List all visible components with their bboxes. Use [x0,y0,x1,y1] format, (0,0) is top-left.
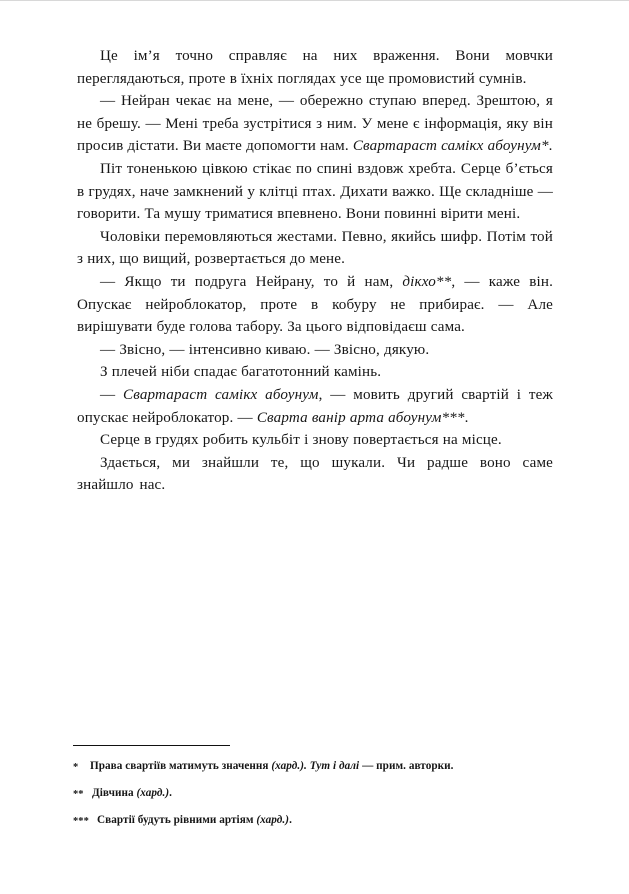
footnote-marker-1: * [73,762,79,773]
footnote-text-3-after: . [289,814,292,826]
footnote-text-3-italic: (хард.) [256,814,290,826]
paragraph-4-text: Чоловіки перемовляються жестами. Певно, якийсь шифр. Потім той з них, що вищий, розвертається до мене. [77,228,553,268]
paragraph-7-text: З плечей ніби спадає багатотонний камінь. [100,364,382,381]
footnote-text-1-after: — прим. авторки. [359,760,454,772]
paragraph-2 [77,90,553,158]
paragraph-8-italic-phrase-1: Свартараст самікх абоунум [123,386,319,403]
paragraph-6 [77,339,553,362]
footnote-text-1 [90,759,493,774]
body-text-block [77,45,553,497]
paragraph-3-text: Піт тоненькою цівкою стікає по спині вздовж хребта. Серце б’ється в грудях, наче замкнений у клітці птах. Дихати важко. Ще складніше — говорити. Та мушу триматися впевнено. Вони повинні вірити мені. [77,160,553,223]
footnote-marker-2: ** [73,789,84,800]
paragraph-2-text-before: — Нейран чекає на мене, — обережно ступаю вперед. Зрештою, я не брешу. — Мені треба зустрітися з ним. У мене є інформація, яку він просив дістати. Ви маєте допомогти нам. [77,93,553,155]
footnote-text-3 [97,813,493,828]
paragraph-1-text: Це ім’я точно справляє на них враження. Вони мовчки переглядаються, проте в їхніх поглядах усе ще промовистий сумнів. [77,48,553,87]
footnote-text-2 [92,786,493,801]
paragraph-1 [77,45,553,90]
paragraph-8-text-mid: , — мовить другий свартій і теж опускає нейроблокатор. — [77,386,553,426]
paragraph-5-italic-phrase: дікхо** [402,273,452,290]
footnote-text-1-italic: (хард.). Тут і далі [271,760,360,772]
paragraph-5-text-after: , — каже він. Опускає нейроблокатор, проте в кобуру не прибирає. — Але вирішувати буде голова табору. За цього відповідаєш сама. [77,273,553,336]
paragraph-2-italic-phrase: Свартараст самікх абоунум* [352,138,549,155]
paragraph-10-text: Здається, ми знайшли те, що шукали. Чи радше воно саме знайшло нас. [77,454,553,494]
paragraph-7 [77,361,553,384]
footnote-text-2-italic: (хард.) [136,787,170,799]
paragraph-2-text-after: . [548,138,553,155]
footnote-item-3 [73,813,493,829]
paragraph-4 [77,226,553,271]
footnote-text-2-before: Дівчина [92,787,137,799]
footnote-text-1-before: Права свартіїв матимуть значення [90,760,272,772]
paragraph-3 [77,158,553,226]
paragraph-8 [77,384,553,429]
book-page [0,1,629,894]
footnotes-section [73,745,493,840]
footnote-marker-3: *** [73,816,89,827]
paragraph-8-text-after: . [464,409,469,426]
footnote-item-2 [73,786,493,802]
paragraph-8-text-before: — [100,386,124,403]
footnote-item-1 [73,759,493,775]
paragraph-9 [77,429,553,452]
paragraph-5 [77,271,553,339]
paragraph-6-text: — Звісно, — інтенсивно киваю. — Звісно, дякую. [100,341,430,358]
paragraph-10 [77,452,553,497]
footnote-text-3-before: Свартії будуть рівними артіям [97,814,257,826]
footnote-separator-rule [73,745,230,746]
paragraph-8-italic-phrase-2: Сварта ванір арта абоунум*** [256,409,465,426]
paragraph-5-text-before: — Якщо ти подруга Нейрану, то й нам, [100,273,403,290]
paragraph-9-text: Серце в грудях робить кульбіт і знову повертається на місце. [100,432,502,449]
footnote-text-2-after: . [169,787,173,799]
